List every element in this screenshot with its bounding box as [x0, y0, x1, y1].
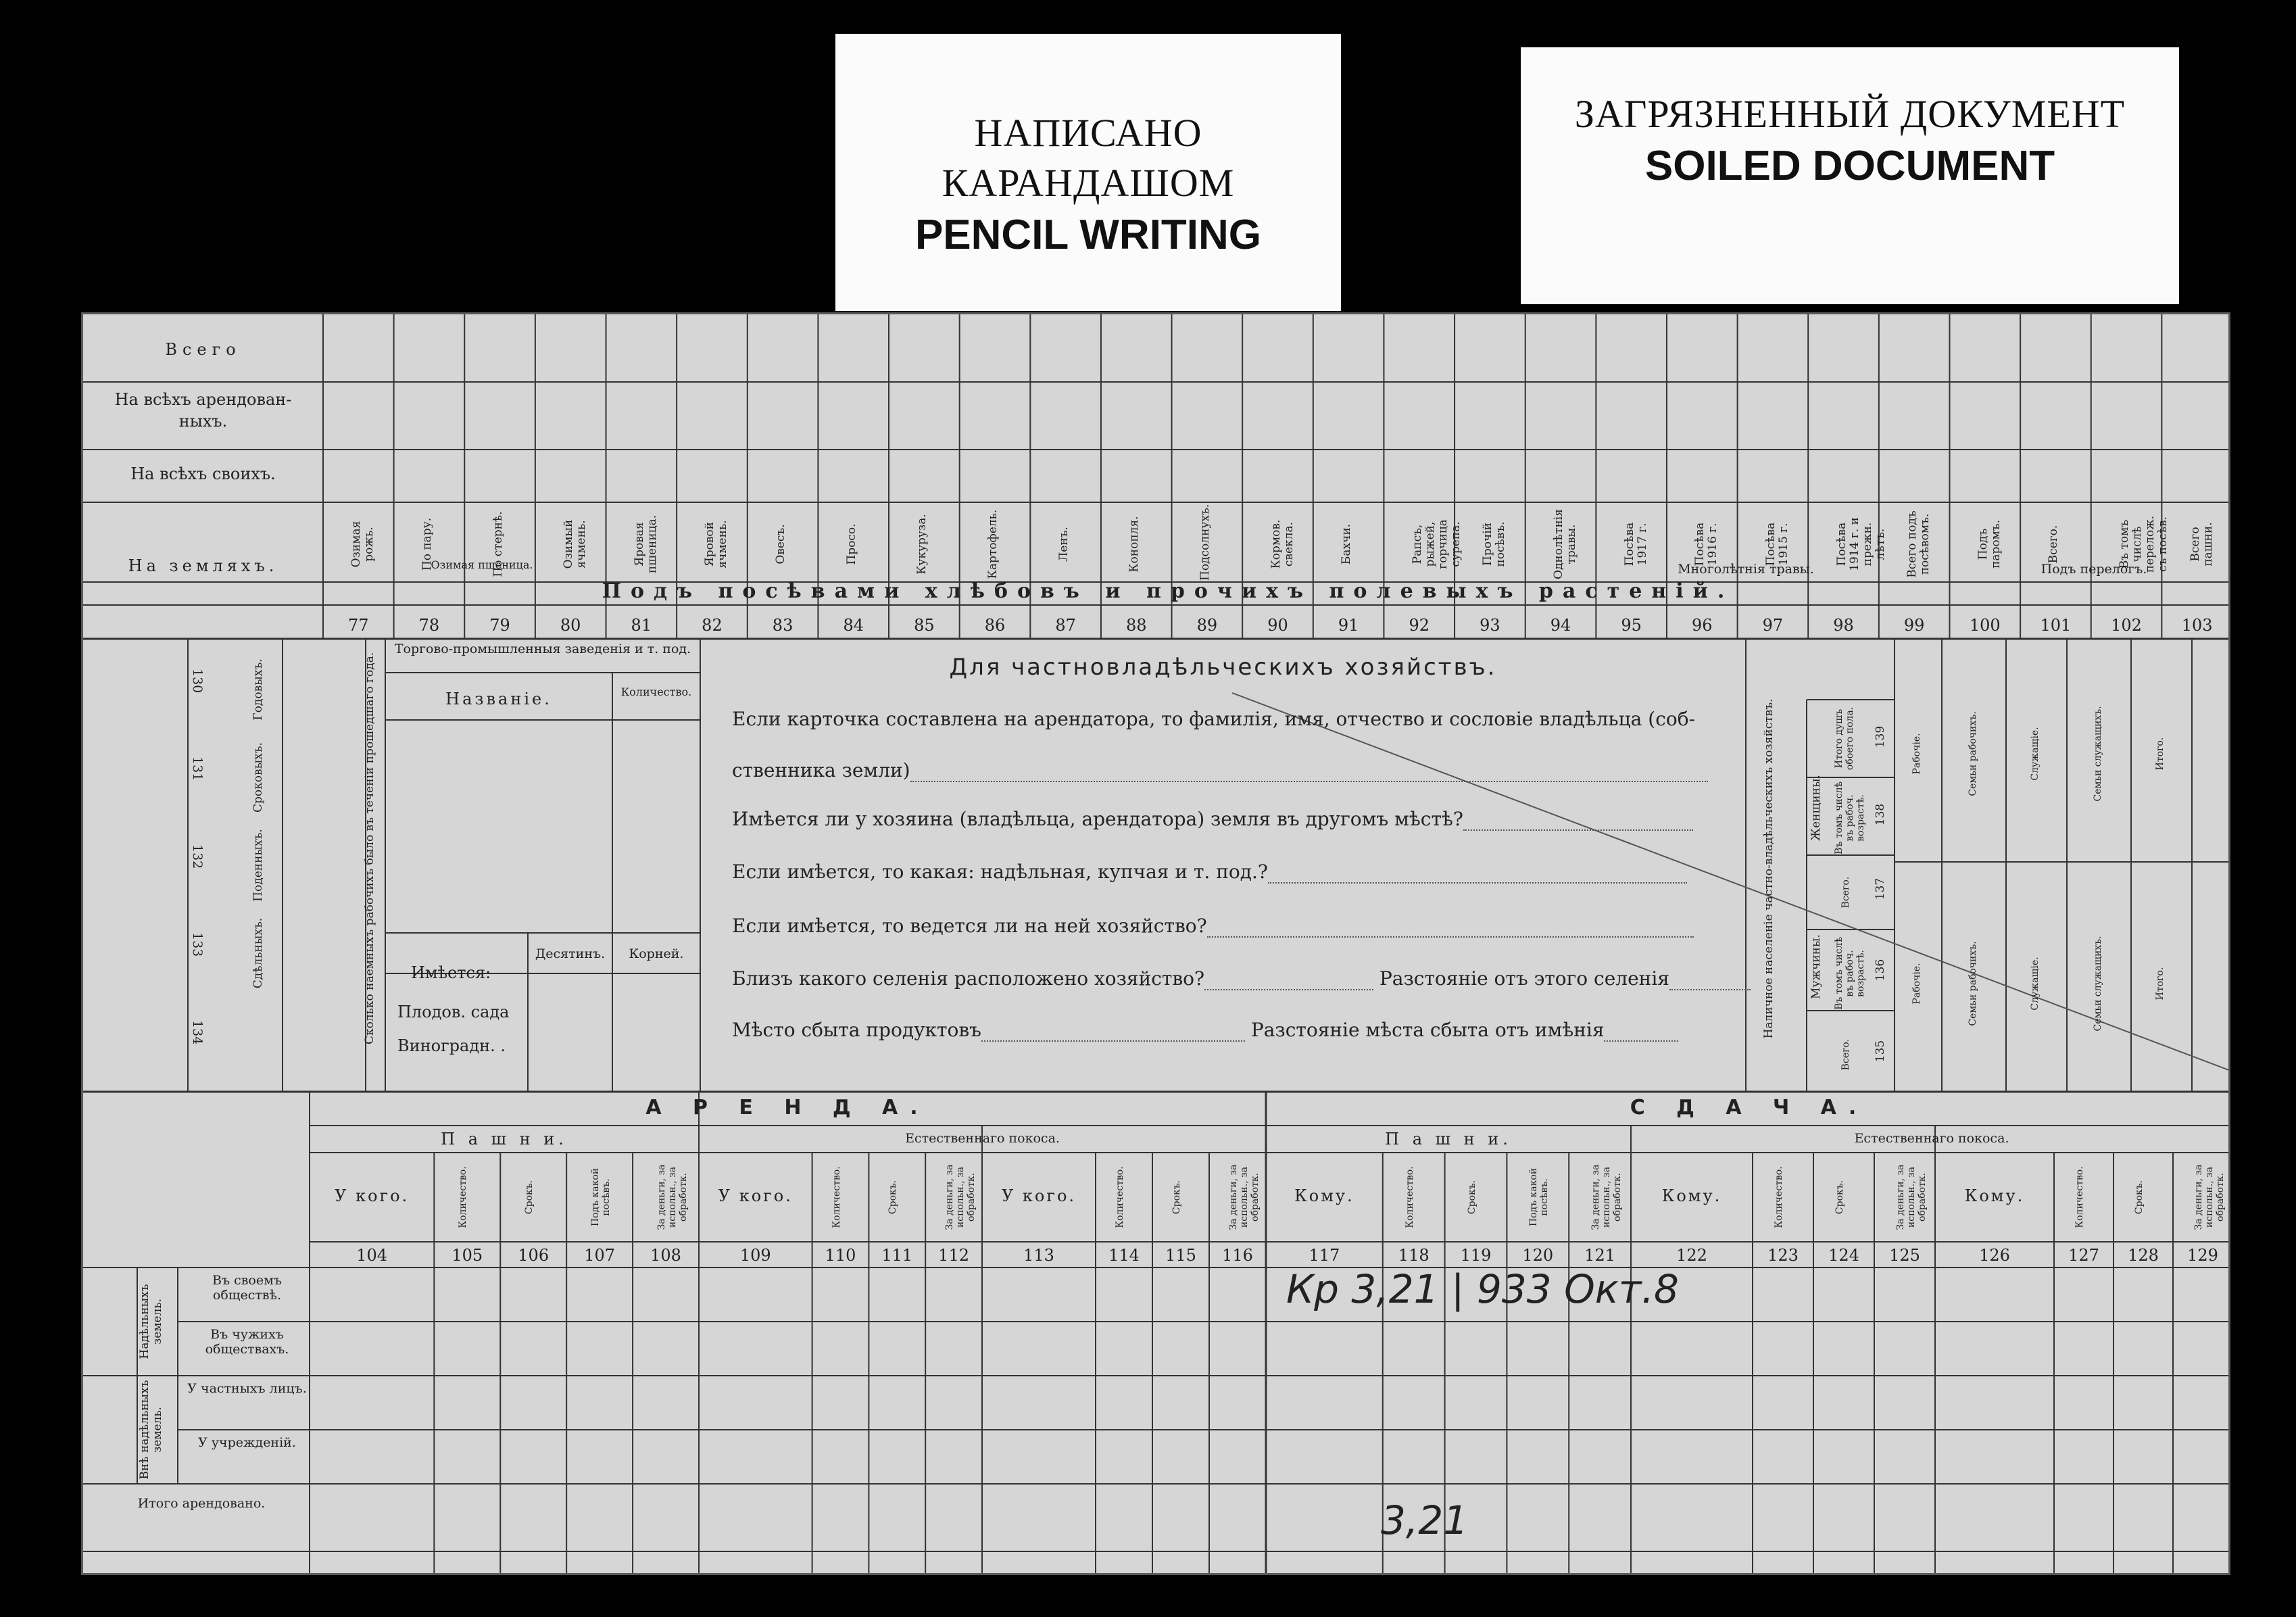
- crop-number: 77: [348, 616, 369, 635]
- crop-header: Бахчи.: [1340, 523, 1354, 565]
- bottom-row-v-svoem: Въ своемъ обществѣ.: [212, 1273, 282, 1303]
- population-number: 135: [1874, 1040, 1887, 1063]
- private-q3-text: Если имѣется, то какая: надѣльная, купчая и т. под.?: [732, 861, 1268, 883]
- bottom-number: 128: [2128, 1246, 2159, 1265]
- bottom-subheader: Количество.: [2074, 1166, 2085, 1228]
- worker-type: Поденныхъ.: [251, 829, 265, 902]
- pencil-writing-label: [835, 34, 1341, 311]
- crop-header: Посѣва 1915 г.: [1763, 522, 1790, 566]
- crop-number: 101: [2040, 616, 2072, 635]
- worker-number: 131: [190, 756, 205, 781]
- private-q4-answer-line[interactable]: [1207, 921, 1694, 938]
- crop-number: 92: [1409, 616, 1430, 635]
- bottom-number: 110: [825, 1246, 856, 1265]
- crop-header: Озимый ячмень.: [562, 519, 589, 569]
- crop-number: 102: [2111, 616, 2142, 635]
- bottom-header: Кому.: [1661, 1186, 1722, 1205]
- row-label-vsego: Всего: [165, 340, 241, 359]
- private-q5: [732, 967, 1751, 990]
- bottom-row-vne: Внѣ надѣльныхъ земель.: [138, 1380, 164, 1480]
- private-q6b-text: Разстоянiе мѣста сбыта отъ имѣнiя: [1250, 1019, 1605, 1041]
- bottom-row-v-chuzhikh: Въ чужихъ обществахъ.: [205, 1327, 289, 1357]
- crop-header: По пару.: [420, 517, 434, 571]
- bottom-number: 111: [881, 1246, 913, 1265]
- crop-number: 94: [1550, 616, 1571, 635]
- crop-number: 83: [772, 616, 793, 635]
- crop-header: Яровой ячмень.: [703, 520, 730, 569]
- private-q1a: Если карточка составлена на арендатора, то фамилiя, имя, отчество и сословiе владѣльца (соб-: [732, 708, 1696, 730]
- trade-vinograd: Виноградн. .: [397, 1036, 506, 1055]
- crop-header: Посѣва 1916 г.: [1693, 522, 1720, 566]
- crop-number: 93: [1480, 616, 1500, 635]
- handwriting-2: 3,21: [1381, 1497, 1469, 1543]
- bottom-subheader: Количество.: [1115, 1166, 1125, 1228]
- private-q5b-text: Разстоянiе отъ этого селенiя: [1379, 967, 1669, 990]
- bottom-row-u-chastnykh: У частныхъ лицъ.: [187, 1381, 307, 1396]
- crop-header: Овесъ.: [774, 524, 788, 564]
- worker-type: Сдѣльныхъ.: [251, 917, 265, 989]
- right-col-bottom: Семьи рабочихъ.: [1967, 941, 1978, 1026]
- private-q1-answer-line[interactable]: [910, 766, 1708, 782]
- crop-number: 78: [418, 616, 440, 635]
- bottom-header: У кого.: [1001, 1186, 1077, 1205]
- arenda-pokos: Естественнаго покоса.: [905, 1131, 1060, 1146]
- bottom-number: 109: [739, 1246, 771, 1265]
- population-number: 138: [1874, 803, 1887, 826]
- worker-number: 132: [190, 844, 205, 869]
- private-q3-answer-line[interactable]: [1268, 867, 1687, 884]
- handwriting-1: Кр 3,21 | 933 Окт.8: [1286, 1266, 1679, 1312]
- right-col-bottom: Служащiе.: [2030, 957, 2041, 1011]
- crop-number: 87: [1055, 616, 1076, 635]
- private-q5a-text: Близъ какого селенiя расположено хозяйство?: [732, 967, 1205, 990]
- crop-header: Посѣва 1914 г. и прежн. лѣтъ.: [1834, 517, 1887, 571]
- right-col-bottom: Итого.: [2155, 967, 2166, 1000]
- census-card: [81, 312, 2230, 1575]
- private-q6: [732, 1019, 1678, 1042]
- group-ozimaya: Озимая пшеница.: [431, 558, 533, 571]
- crop-header: Подъ паромъ.: [1976, 519, 2003, 569]
- private-q4-text: Если имѣется, то ведется ли на ней хозяйство?: [732, 915, 1207, 937]
- row-label-arend-2: ныхъ.: [178, 412, 228, 431]
- arenda-pashni: П а ш н и.: [441, 1130, 568, 1149]
- bottom-number: 114: [1108, 1246, 1140, 1265]
- crop-number: 80: [560, 616, 581, 635]
- posev-banner: Подъ посѣвами хлѣбовъ и прочихъ полевыхъ растенiй.: [602, 579, 1734, 603]
- private-q2-text: Имѣется ли у хозяина (владѣльца, арендатора) земля въ другомъ мѣстѣ?: [732, 808, 1463, 830]
- right-col-bottom: Рабочiе.: [1911, 963, 1922, 1005]
- bottom-subheader: Срокъ.: [1834, 1180, 1845, 1215]
- crop-number: 82: [702, 616, 723, 635]
- private-q2: [732, 808, 1693, 831]
- sdacha-title: С Д А Ч А.: [1630, 1096, 1869, 1119]
- bottom-number: 126: [1979, 1246, 2010, 1265]
- pop-v-tom-f: Въ томъ числѣ въ рабоч. возрастѣ.: [1834, 781, 1866, 854]
- row-label-svoikh: На всѣхъ своихъ.: [130, 464, 276, 483]
- bottom-number: 118: [1398, 1246, 1430, 1265]
- crop-number: 100: [1969, 616, 2001, 635]
- bottom-number: 127: [2068, 1246, 2099, 1265]
- bottom-subheader: За деньги, за испольн., за обработк.: [1228, 1164, 1261, 1230]
- pop-muzhchiny: Мужчины.: [1809, 934, 1823, 999]
- private-q6b-answer-line[interactable]: [1604, 1025, 1678, 1042]
- worker-number: 134: [190, 1020, 205, 1045]
- right-col-bottom: Семьи служащихъ.: [2092, 936, 2103, 1032]
- bottom-subheader: За деньги, за испольн., за обработк.: [1590, 1164, 1623, 1230]
- bottom-number: 112: [938, 1246, 969, 1265]
- crop-header: Рапсъ, рыжей, горчица сурепа.: [1410, 519, 1463, 569]
- pencil-label-ru-1: НАПИСАНО: [974, 111, 1202, 155]
- row-label-arend-1: На всѣхъ арендован-: [114, 390, 292, 409]
- bottom-number: 106: [518, 1246, 549, 1265]
- private-q6a-answer-line[interactable]: [981, 1025, 1245, 1042]
- bottom-number: 123: [1767, 1246, 1799, 1265]
- right-col-top: Рабочiе.: [1911, 733, 1922, 775]
- trade-plodov: Плодов. сада: [397, 1003, 510, 1021]
- crop-header: По стернѣ.: [491, 511, 505, 577]
- right-col-top: Служащiе.: [2030, 727, 2041, 781]
- population-number: 136: [1874, 959, 1887, 982]
- crop-number: 79: [489, 616, 510, 635]
- bottom-row-u-uchrezh: У учрежденiй.: [198, 1435, 296, 1450]
- arenda-title: А Р Е Н Д А.: [645, 1096, 930, 1119]
- form-grid-lines: [83, 314, 2230, 1575]
- crop-header: Озимая рожь.: [349, 521, 376, 568]
- crop-number: 89: [1196, 616, 1218, 635]
- bottom-number: 120: [1522, 1246, 1554, 1265]
- bottom-number: 104: [356, 1246, 388, 1265]
- population-side-label: Наличное населенiе частно-владѣльческихъ хозяйствъ.: [1762, 698, 1776, 1039]
- bottom-subheader: За деньги, за испольн., за обработк.: [2193, 1164, 2226, 1230]
- bottom-header: Кому.: [1294, 1186, 1354, 1205]
- bottom-subheader: За деньги, за испольн., за обработк.: [1895, 1164, 1928, 1230]
- crop-header: Просо.: [844, 523, 858, 565]
- pop-vsego-m: Всего.: [1840, 1038, 1851, 1071]
- crop-header: Всего.: [2047, 525, 2061, 564]
- crop-number: 84: [843, 616, 864, 635]
- bottom-row-nadel: Надѣльныхъ земель.: [138, 1284, 164, 1359]
- crop-header: Конопля.: [1127, 516, 1142, 573]
- pop-vsego-f: Всего.: [1840, 876, 1851, 909]
- crop-header: Въ томъ числѣ перелож. съ посѣв.: [2118, 515, 2170, 573]
- private-q5a-answer-line[interactable]: [1204, 974, 1373, 990]
- trade-korney: Корней.: [629, 946, 684, 961]
- crop-header: Однолѣтнiя травы.: [1552, 509, 1579, 579]
- bottom-subheader: Количество.: [1774, 1166, 1784, 1228]
- private-q1b-text: ственника земли): [732, 759, 910, 781]
- crop-number: 99: [1903, 616, 1925, 635]
- crop-number: 103: [2181, 616, 2213, 635]
- trade-desyatin: Десятинъ.: [535, 946, 606, 961]
- population-number: 139: [1874, 725, 1887, 748]
- private-q1b: [732, 759, 1708, 782]
- group-perelog: Подъ перелогъ.: [2041, 562, 2147, 577]
- bottom-subheader: Количество.: [458, 1166, 469, 1228]
- bottom-subheader: Срокъ.: [1171, 1180, 1182, 1215]
- bottom-header: Кому.: [1964, 1186, 2025, 1205]
- sdacha-pashni: П а ш н и.: [1385, 1130, 1512, 1149]
- private-q6a-text: Мѣсто сбыта продуктовъ: [732, 1019, 981, 1041]
- worker-number: 133: [190, 932, 205, 957]
- bottom-subheader: Срокъ.: [524, 1180, 535, 1215]
- trade-name-header: Названiе.: [445, 690, 552, 708]
- private-q5b-answer-line[interactable]: [1669, 974, 1751, 990]
- bottom-number: 125: [1889, 1246, 1920, 1265]
- crop-header: Ленъ.: [1056, 527, 1071, 562]
- bottom-number: 129: [2187, 1246, 2218, 1265]
- sdacha-pokos: Естественнаго покоса.: [1854, 1131, 2009, 1146]
- trade-imeetsya: Имѣется:: [411, 963, 491, 982]
- bottom-number: 117: [1309, 1246, 1340, 1265]
- crop-header: Прочiй посѣвъ.: [1481, 521, 1508, 567]
- soiled-document-label: [1521, 47, 2179, 304]
- pop-v-tom-m: Въ томъ числѣ въ рабоч. возрастѣ.: [1834, 937, 1866, 1010]
- bottom-subheader: Количество.: [1404, 1166, 1415, 1228]
- private-q3: [732, 861, 1687, 884]
- soiled-label-en: SOILED DOCUMENT: [1644, 143, 2055, 189]
- bottom-subheader: Срокъ.: [887, 1180, 899, 1215]
- worker-type: Годовыхъ.: [251, 658, 265, 721]
- right-col-top: Семьи рабочихъ.: [1967, 711, 1978, 796]
- bottom-subheader: Количество.: [831, 1166, 842, 1228]
- bottom-subheader: Подъ какой посѣвъ.: [1528, 1167, 1550, 1227]
- crop-number: 96: [1691, 616, 1713, 635]
- bottom-subheader: Срокъ.: [2134, 1180, 2145, 1215]
- crop-header: Всего пашни.: [2188, 522, 2215, 566]
- workers-side-label: Сколько наемныхъ рабочихъ было въ теченiи прошедшаго года.: [363, 652, 376, 1044]
- crop-number: 97: [1762, 616, 1784, 635]
- crop-header: Картофель.: [985, 509, 1000, 579]
- pop-itogo: Итого душъ обоего пола.: [1834, 706, 1855, 771]
- bottom-number: 113: [1023, 1246, 1054, 1265]
- right-col-top: Итого.: [2155, 737, 2166, 771]
- crop-header: Подсолнухъ.: [1198, 504, 1212, 581]
- private-q4: [732, 915, 1694, 938]
- bottom-header: У кого.: [718, 1186, 793, 1205]
- crop-number: 91: [1338, 616, 1359, 635]
- bottom-number: 119: [1460, 1246, 1492, 1265]
- pop-zhenshchiny: Женщины.: [1809, 775, 1823, 841]
- bottom-subheader: Подъ какой посѣвъ.: [590, 1167, 612, 1227]
- bottom-number: 116: [1222, 1246, 1253, 1265]
- bottom-number: 124: [1828, 1246, 1859, 1265]
- bottom-header: У кого.: [335, 1186, 410, 1205]
- crop-header: Яровая пшеница.: [632, 514, 659, 574]
- bottom-row-itogo: Итого арендовано.: [137, 1496, 266, 1511]
- bottom-number: 105: [451, 1246, 483, 1265]
- crop-header: Посѣва 1917 г.: [1622, 522, 1649, 566]
- crop-number: 98: [1833, 616, 1854, 635]
- bottom-number: 115: [1165, 1246, 1196, 1265]
- soiled-label-ru: ЗАГРЯЗНЕННЫЙ ДОКУМЕНТ: [1574, 92, 2126, 136]
- row-label-na-zemlyakh: На земляхъ.: [128, 556, 278, 575]
- crop-number: 90: [1267, 616, 1288, 635]
- right-col-top: Семьи служащихъ.: [2092, 706, 2103, 802]
- bottom-subheader: Срокъ.: [1466, 1180, 1477, 1215]
- bottom-number: 122: [1676, 1246, 1707, 1265]
- crop-number: 95: [1621, 616, 1642, 635]
- group-mnogoletnie: Многолѣтнiя травы.: [1678, 562, 1814, 577]
- bottom-subheader: За деньги, за испольн., за обработк.: [656, 1164, 689, 1230]
- private-q2-answer-line[interactable]: [1463, 815, 1693, 831]
- crop-header: Кукуруза.: [915, 514, 929, 575]
- worker-type: Сроковыхъ.: [251, 742, 265, 813]
- bottom-subheader: За деньги, за испольн., за обработк.: [944, 1164, 977, 1230]
- crop-number: 85: [914, 616, 935, 635]
- worker-number: 130: [190, 669, 205, 694]
- population-number: 137: [1874, 877, 1887, 900]
- trade-title: Торгово-промышленныя заведенiя и т. под.: [394, 642, 691, 656]
- bottom-number: 108: [650, 1246, 681, 1265]
- pencil-label-ru-2: КАРАНДАШОМ: [942, 161, 1235, 205]
- crop-header: Кормов. свекла.: [1269, 519, 1296, 569]
- crop-header: Всего подъ посѣвомъ.: [1905, 510, 1932, 578]
- bottom-number: 121: [1584, 1246, 1615, 1265]
- crop-number: 88: [1125, 616, 1147, 635]
- bottom-number: 107: [584, 1246, 616, 1265]
- pencil-label-en: PENCIL WRITING: [914, 212, 1262, 258]
- trade-qty-header: Количество.: [620, 685, 692, 698]
- crop-number: 86: [984, 616, 1006, 635]
- crop-number: 81: [631, 616, 652, 635]
- private-title: Для частновладѣльческихъ хозяйствъ.: [949, 654, 1497, 681]
